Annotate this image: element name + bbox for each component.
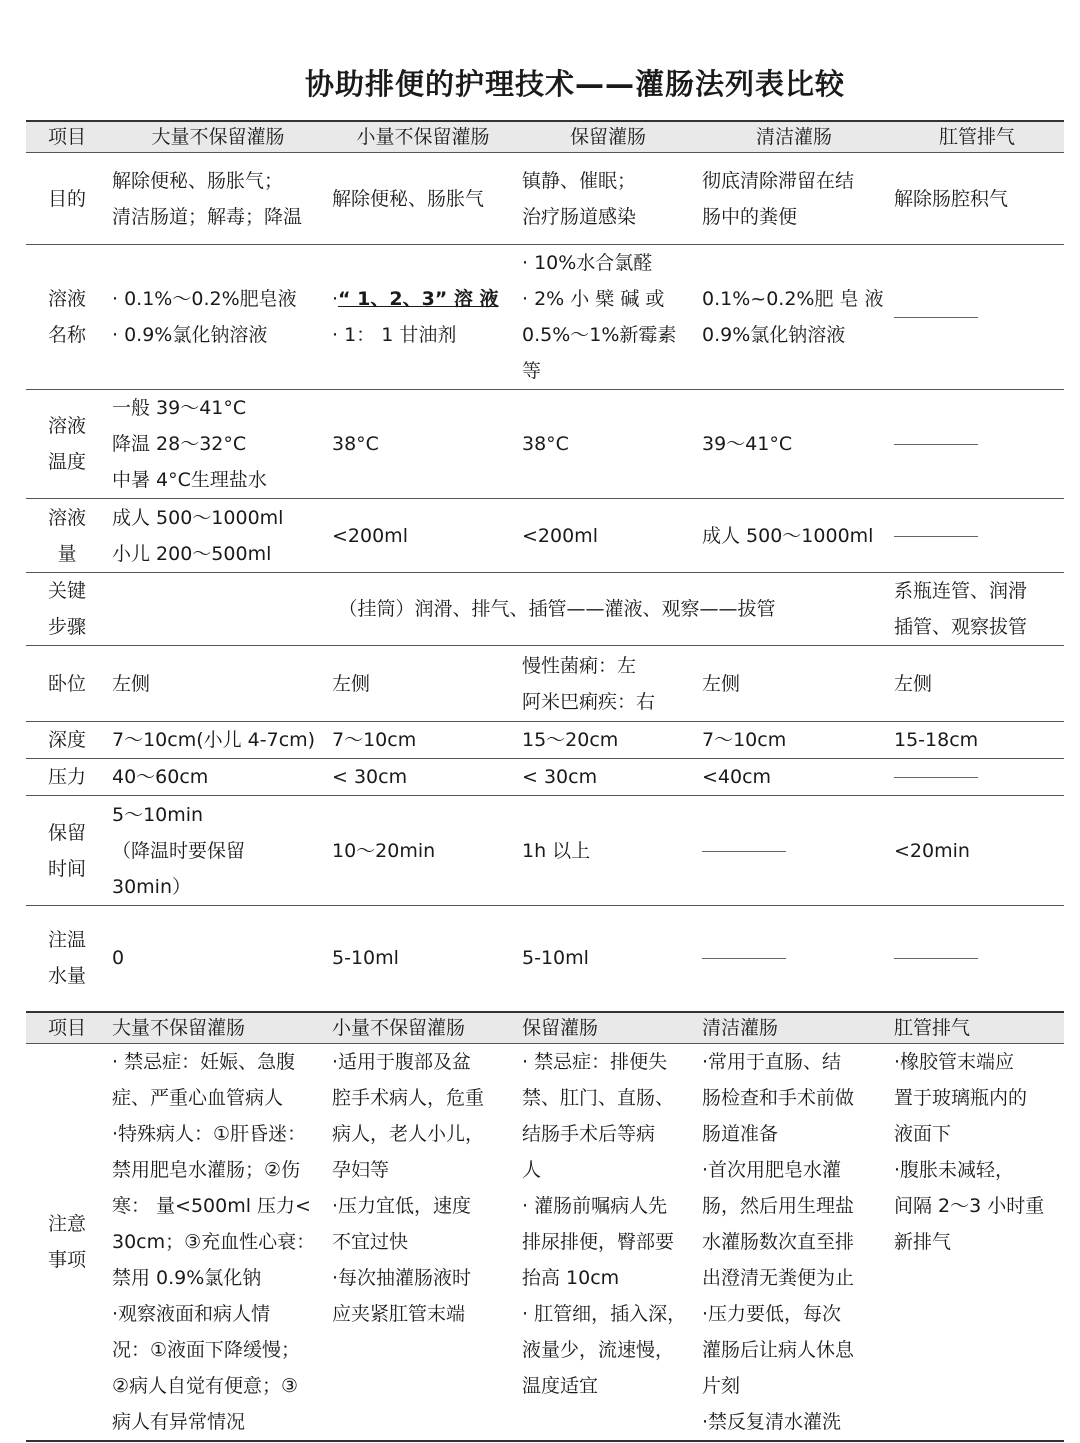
cell: 一般 39～41°C 降温 28～32°C 中暑 4°C生理盐水: [108, 390, 328, 499]
cell: 40～60cm: [108, 759, 328, 796]
row-pressure: [26, 759, 1064, 796]
empty-dash: [890, 906, 1064, 1012]
header-small-non-retention: 小量不保留灌肠: [328, 1012, 518, 1044]
row-label: 溶液 名称: [26, 245, 108, 390]
row-solution: [26, 245, 1064, 390]
emphasized-solution: “ 1、2、3” 溶 液: [338, 288, 499, 310]
row-temperature: [26, 390, 1064, 499]
cell: ·适用于腹部及盆 腔手术病人，危重 病人，老人小儿， 孕妇等 ·压力宜低，速度 不宜过快 ·每次抽灌肠液时 应夹紧肛管末端: [328, 1043, 518, 1441]
cell: 0: [108, 906, 328, 1012]
row-key-steps: [26, 573, 1064, 646]
cell: 5～10min （降温时要保留 30min）: [108, 796, 328, 906]
cell: 7～10cm: [328, 722, 518, 759]
row-depth: [26, 722, 1064, 759]
cell: 7～10cm: [698, 722, 890, 759]
cell: 左侧: [328, 646, 518, 722]
header-retention: 保留灌肠: [518, 121, 698, 153]
cell: 左侧: [108, 646, 328, 722]
row-label: 溶液 量: [26, 499, 108, 573]
cell: · 禁忌症：妊娠、急腹 症、严重心血管病人 ·特殊病人：①肝昏迷： 禁用肥皂水灌肠；②伤 寒： 量<500ml 压力< 30cm；③充血性心衰： 禁用 0.9%氯化钠 ·观察液面和病人情 况：①液面下降缓慢； ②病人自觉有便意；③ 病人有异常情况: [108, 1043, 328, 1441]
empty-dash: [890, 245, 1064, 390]
cell: 38°C: [518, 390, 698, 499]
header-cleansing: 清洁灌肠: [698, 1012, 890, 1044]
cell: 5-10ml: [518, 906, 698, 1012]
cell: 成人 500～1000ml 小儿 200～500ml: [108, 499, 328, 573]
cell: 5-10ml: [328, 906, 518, 1012]
cell: <200ml: [518, 499, 698, 573]
cell: <40cm: [698, 759, 890, 796]
cell: 成人 500～1000ml: [698, 499, 890, 573]
header-item: 项目: [26, 1012, 108, 1044]
row-purpose: [26, 153, 1064, 245]
empty-dash: [890, 499, 1064, 573]
header-row-top: [26, 121, 1064, 153]
cell: · 10%水合氯醛 · 2% 小 檗 碱 或 0.5%～1%新霉素 等: [518, 245, 698, 390]
cell: 10～20min: [328, 796, 518, 906]
empty-dash: [890, 390, 1064, 499]
cell: < 30cm: [328, 759, 518, 796]
cell: < 30cm: [518, 759, 698, 796]
header-rectal-tube: 肛管排气: [890, 1012, 1064, 1044]
cell: 15～20cm: [518, 722, 698, 759]
cell: 彻底清除滞留在结 肠中的粪便: [698, 153, 890, 245]
cell: 系瓶连管、润滑 插管、观察拔管: [890, 573, 1064, 646]
header-small-non-retention: 小量不保留灌肠: [328, 121, 518, 153]
cell: · 禁忌症：排便失 禁、肛门、直肠、 结肠手术后等病 人 · 灌肠前嘱病人先 排尿排便，臀部要 抬高 10cm · 肛管细，插入深， 液量少，流速慢， 温度适宜: [518, 1043, 698, 1441]
cell: 1h 以上: [518, 796, 698, 906]
header-retention: 保留灌肠: [518, 1012, 698, 1044]
row-label: 保留 时间: [26, 796, 108, 906]
header-large-non-retention: 大量不保留灌肠: [108, 121, 328, 153]
cell: 15-18cm: [890, 722, 1064, 759]
cell: [328, 245, 518, 390]
row-position: [26, 646, 1064, 722]
row-notes: [26, 1043, 1064, 1441]
header-large-non-retention: 大量不保留灌肠: [108, 1012, 328, 1044]
cell: 左侧: [890, 646, 1064, 722]
cell: 0.1%~0.2%肥 皂 液 0.9%氯化钠溶液: [698, 245, 890, 390]
cell: <200ml: [328, 499, 518, 573]
row-label: 深度: [26, 722, 108, 759]
header-cleansing: 清洁灌肠: [698, 121, 890, 153]
cell: 39～41°C: [698, 390, 890, 499]
empty-dash: [890, 759, 1064, 796]
cell: <20min: [890, 796, 1064, 906]
row-label: 目的: [26, 153, 108, 245]
cell-line: · 1： 1 甘油剂: [332, 324, 457, 346]
header-row-notes: [26, 1012, 1064, 1044]
header-item: 项目: [26, 121, 108, 153]
row-volume: [26, 499, 1064, 573]
cell: · 0.1%～0.2%肥皂液 · 0.9%氯化钠溶液: [108, 245, 328, 390]
cell: ·橡胶管末端应 置于玻璃瓶内的 液面下 ·腹胀未减轻， 间隔 2～3 小时重 新排气: [890, 1043, 1064, 1441]
bullet: ·: [332, 288, 339, 310]
page-title: 协助排便的护理技术——灌肠法列表比较: [304, 67, 845, 101]
row-warm-water: [26, 906, 1064, 1012]
empty-dash: [698, 796, 890, 906]
row-label: 卧位: [26, 646, 108, 722]
row-label: 注温 水量: [26, 906, 108, 1012]
merged-steps-cell: （挂筒）润滑、排气、插管——灌液、观察——拔管: [108, 573, 890, 646]
cell: 解除便秘、肠胀气； 清洁肠道；解毒；降温: [108, 153, 328, 245]
cell: 解除便秘、肠胀气: [328, 153, 518, 245]
header-rectal-tube: 肛管排气: [890, 121, 1064, 153]
cell: 7～10cm(小儿 4-7cm): [108, 722, 328, 759]
cell: 解除肠腔积气: [890, 153, 1064, 245]
cell: ·常用于直肠、结 肠检查和手术前做 肠道准备 ·首次用肥皂水灌 肠，然后用生理盐 水灌肠数次直至排 出澄清无粪便为止 ·压力要低，每次 灌肠后让病人休息 片刻 ·禁反复清水灌洗: [698, 1043, 890, 1441]
empty-dash: [698, 906, 890, 1012]
row-label: 压力: [26, 759, 108, 796]
enema-comparison-table: [26, 120, 1064, 1442]
row-label: 注意 事项: [26, 1043, 108, 1441]
row-label: 溶液 温度: [26, 390, 108, 499]
cell: 慢性菌痢：左 阿米巴痢疾：右: [518, 646, 698, 722]
row-label: 关键 步骤: [26, 573, 108, 646]
cell: 镇静、催眠； 治疗肠道感染: [518, 153, 698, 245]
cell: 左侧: [698, 646, 890, 722]
cell: 38°C: [328, 390, 518, 499]
row-retention-time: [26, 796, 1064, 906]
